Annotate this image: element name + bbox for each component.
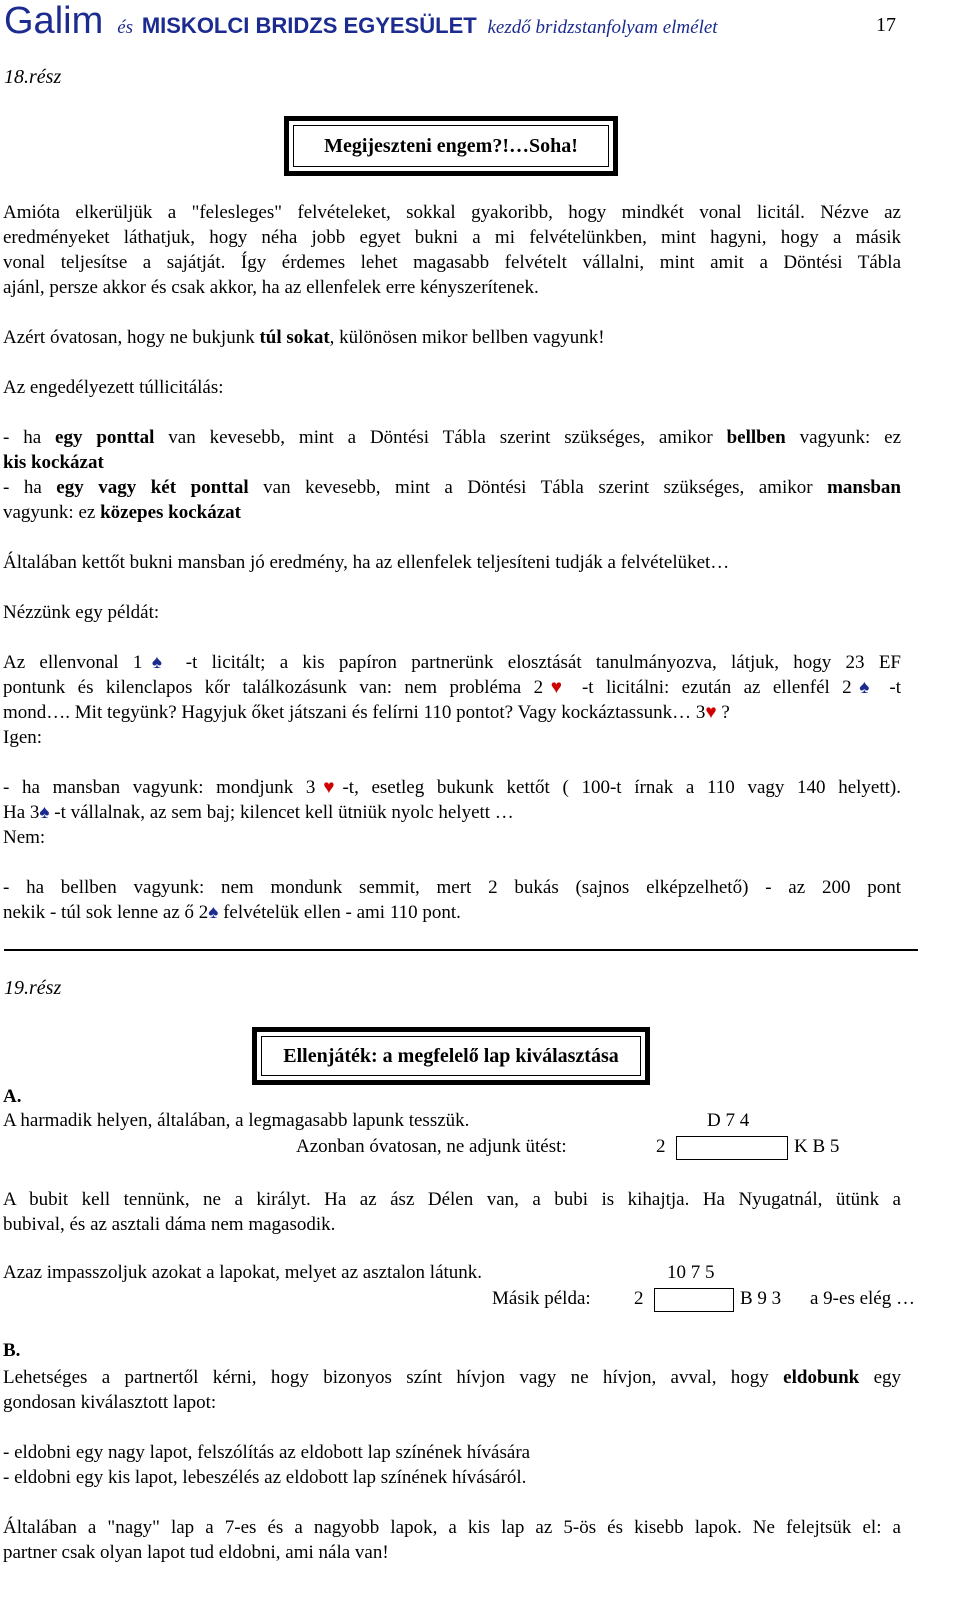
- emphasis-text: túl sokat: [259, 327, 330, 348]
- text-run: van kevesebb, mint a Döntési Tábla szerint szükséges, amikor: [154, 427, 727, 448]
- paragraph-caution: [3, 325, 901, 350]
- part-19-title-box: [252, 1027, 650, 1085]
- brand-name: Galim: [4, 0, 104, 42]
- text-run: Azért óvatosan, hogy ne bukjunk: [3, 327, 260, 348]
- paragraph-generally: [3, 550, 901, 575]
- text-line: Nem:: [3, 827, 46, 848]
- section-a-label: A.: [3, 1086, 22, 1107]
- section-divider: [4, 949, 918, 951]
- spade-icon: ♠: [851, 677, 878, 698]
- our-hand: K B 5: [794, 1136, 840, 1157]
- text-line: Azonban óvatosan, ne adjunk ütést:: [296, 1136, 567, 1157]
- paragraph-intro: [3, 200, 901, 300]
- text-run: felvételük ellen - ami 110 pont.: [218, 902, 461, 923]
- text-run: , különösen mikor bellben vagyunk!: [329, 327, 605, 348]
- spade-icon: ♠: [208, 902, 219, 923]
- text-run: van kevesebb, mint a Döntési Tábla szerint szükséges, amikor: [248, 477, 828, 498]
- text-run: vagyunk: ez: [785, 427, 902, 448]
- text-line: Általában kettőt bukni mansban jó eredmény, ha az ellenfelek teljesíteni tudják a felvételüket…: [3, 552, 730, 573]
- part-19-title: Ellenjáték: a megfelelő lap kiválasztása: [283, 1044, 619, 1067]
- text-line: Igen:: [3, 727, 43, 748]
- part-18-title-box: [284, 116, 618, 176]
- west-card: 2: [634, 1288, 644, 1309]
- part-18-title: Megijeszteni engem?!…Soha!: [324, 134, 578, 157]
- text-run: pontunk és kilenclapos kőr találkozásunk van: nem probléma 2: [3, 677, 544, 698]
- text-run: -t, esetleg bukunk kettőt ( 100-t írnak a 110 vagy 140 helyett).: [342, 777, 901, 798]
- heart-icon: ♥: [315, 777, 343, 798]
- paragraph-example-intro: [3, 600, 901, 625]
- discard-rules: [3, 1440, 901, 1490]
- text-run: egy: [859, 1367, 902, 1388]
- text-line: partner csak olyan lapot tud eldobni, ami nála van!: [3, 1542, 389, 1563]
- paragraph-example: [3, 650, 901, 750]
- table-box: [676, 1136, 788, 1160]
- emphasis-text: kis kockázat: [3, 452, 104, 473]
- text-line: A harmadik helyen, általában, a legmagasabb lapunk tesszük.: [3, 1110, 470, 1131]
- part-19-label: 19.rész: [4, 977, 62, 999]
- text-run: ?: [716, 702, 730, 723]
- text-run: - ha: [3, 427, 56, 448]
- our-hand: B 9 3: [740, 1288, 782, 1309]
- heart-icon: ♥: [705, 702, 717, 723]
- text-run: Az ellenvonal 1: [3, 652, 143, 673]
- text-run: Lehetséges a partnertől kérni, hogy bizonyos színt hívjon vagy ne hívjon, avval, hogy: [3, 1367, 784, 1388]
- paragraph-discard: [3, 1365, 901, 1415]
- text-line: bubival, és az asztali dáma nem magasodik.: [3, 1214, 336, 1235]
- text-line: vonal teljesítse a sajátját. Így érdemes lehet magasabb felvételt vállalni, mint amit a Döntési Tábla: [3, 252, 901, 273]
- text-run: -t licitálni: ezután az ellenfél 2: [569, 677, 852, 698]
- text-run: Ha 3: [3, 802, 40, 823]
- example-note: a 9-es elég …: [810, 1288, 915, 1309]
- heart-icon: ♥: [543, 677, 570, 698]
- spade-icon: ♠: [142, 652, 172, 673]
- part-18-label: 18.rész: [4, 66, 62, 88]
- text-run: - ha: [3, 477, 57, 498]
- text-line: ajánl, persze akkor és csak akkor, ha az ellenfelek erre kényszerítenek.: [3, 277, 539, 298]
- text-line: Általában a "nagy" lap a 7-es és a nagyobb lapok, a kis lap az 5-ös és kisebb lapok. Ne felejtsük el: a: [3, 1517, 901, 1538]
- text-run: -t licitált; a kis papíron partnerünk elosztását tanulmányozva, látjuk, hogy 23 EF: [171, 652, 901, 673]
- text-line: Azaz impasszoljuk azokat a lapokat, melyet az asztalon látunk.: [3, 1262, 483, 1283]
- text-line: eredményeket láthatjuk, hogy néha jobb egyet bukni a mi felvételünkben, mint hagyni, hogy a másik: [3, 227, 901, 248]
- paragraph-no-case: [3, 875, 901, 925]
- page-header: [4, 0, 718, 43]
- text-run: nekik - túl sok lenne az ő 2: [3, 902, 209, 923]
- list-item: - eldobni egy nagy lapot, felszólítás az eldobott lap színének hívására: [3, 1442, 531, 1463]
- text-run: - ha mansban vagyunk: mondjunk 3: [3, 777, 316, 798]
- section-b-label: B.: [3, 1340, 21, 1361]
- club-name: MISKOLCI BRIDZS EGYESÜLET: [141, 13, 477, 38]
- paragraph-allowed: [3, 375, 901, 400]
- course-subtitle: kezdő bridzstanfolyam elmélet: [487, 17, 718, 38]
- emphasis-text: mansban: [827, 477, 901, 498]
- text-line: Nézzünk egy példát:: [3, 602, 160, 623]
- emphasis-text: egy vagy két ponttal: [56, 477, 249, 498]
- bullet-two-points: [3, 475, 901, 525]
- list-item: - eldobni egy kis lapot, lebeszélés az eldobott lap színének hívásáról.: [3, 1467, 527, 1488]
- bullet-one-point: [3, 425, 901, 475]
- text-line: Amióta elkerüljük a "felesleges" felvételeket, sokkal gyakoribb, hogy mindkét vonal licitál. Nézve az: [3, 202, 901, 223]
- paragraph-card-sizes: [3, 1515, 901, 1565]
- text-line: Másik példa:: [492, 1288, 591, 1309]
- paragraph-jack-explain: [3, 1187, 901, 1237]
- dummy-cards: D 7 4: [707, 1110, 750, 1131]
- spade-icon: ♠: [39, 802, 50, 823]
- text-line: A bubit kell tennünk, ne a királyt. Ha az ász Délen van, a bubi is kihajtja. Ha Nyugatnál, ütünk a: [3, 1189, 901, 1210]
- page-number: 17: [876, 14, 896, 36]
- paragraph-yes-case: [3, 775, 901, 850]
- text-line: - ha bellben vagyunk: nem mondunk semmit, mert 2 bukás (sajnos elképzelhető) - az 200 pont: [3, 877, 901, 898]
- text-run: -t vállalnak, az sem baj; kilencet kell ütniük nyolc helyett …: [49, 802, 514, 823]
- emphasis-text: bellben: [726, 427, 786, 448]
- text-line: gondosan kiválasztott lapot:: [3, 1392, 217, 1413]
- text-run: mond…. Mit tegyünk? Hagyjuk őket játszani és felírni 110 pontot? Vagy kockáztassunk… 3: [3, 702, 706, 723]
- table-box: [654, 1288, 734, 1312]
- emphasis-text: eldobunk: [783, 1367, 860, 1388]
- emphasis-text: közepes kockázat: [100, 502, 241, 523]
- text-line: Az engedélyezett túllicitálás:: [3, 377, 224, 398]
- west-card: 2: [656, 1136, 666, 1157]
- text-run: vagyunk: ez: [3, 502, 101, 523]
- emphasis-text: egy ponttal: [55, 427, 155, 448]
- dummy-cards: 10 7 5: [667, 1262, 715, 1283]
- text-run: -t: [877, 677, 901, 698]
- header-conjunction: és: [117, 17, 134, 38]
